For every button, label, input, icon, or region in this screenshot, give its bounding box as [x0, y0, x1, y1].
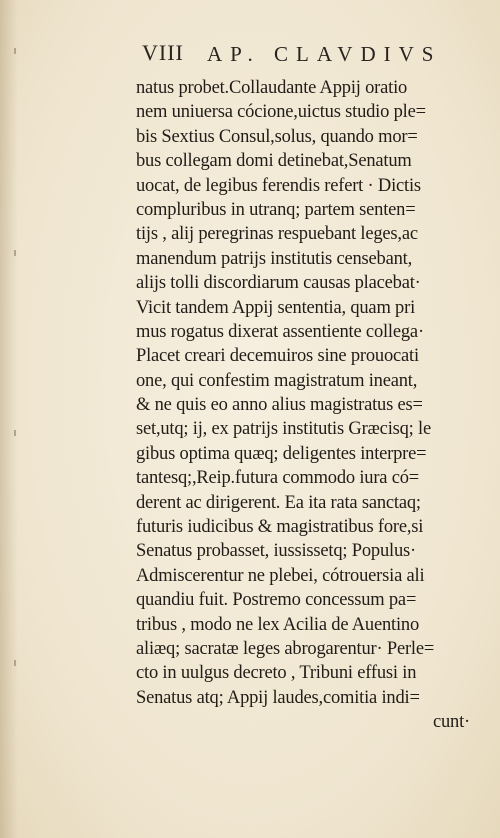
- text-line: derent ac dirigerent. Ea ita rata sanctaq;: [136, 492, 421, 513]
- folio-number: VIII: [142, 40, 184, 65]
- running-head: AP. CLAVDIVS: [207, 42, 442, 66]
- text-line: Placet creari decemuiros sine prouocati: [136, 346, 419, 367]
- text-line: Senatus probasset, iussissetq; Populus·: [136, 541, 416, 562]
- text-line: Senatus atq; Appij laudes,comitia indi=: [136, 687, 420, 708]
- text-line: gibus optima quæq; deligentes interpre=: [136, 443, 427, 464]
- page-gutter-shadow: [0, 0, 18, 838]
- text-line: & ne quis eo anno alius magistratus es=: [136, 395, 423, 416]
- text-line: tribus , modo ne lex Acilia de Auentino: [136, 614, 420, 635]
- text-line: tantesq;,Reip.futura commodo iura có=: [136, 468, 420, 489]
- text-line: manendum patrijs institutis censebant,: [136, 248, 413, 269]
- text-line: compluribus in utranq; partem senten=: [136, 199, 416, 220]
- text-line: futuris iudicibus & magistratibus fore,si: [136, 517, 424, 538]
- text-line: quandiu fuit. Postremo concessum pa=: [136, 590, 417, 611]
- text-line: tijs , alij peregrinas respuebant leges,ac: [136, 224, 418, 245]
- text-line: cto in uulgus decreto , Tribuni effusi in: [136, 663, 417, 684]
- text-line: one, qui confestim magistratum ineant,: [136, 370, 418, 391]
- margin-speck: [14, 250, 16, 256]
- text-line: bis Sextius Consul,solus, quando mor=: [136, 126, 418, 147]
- margin-speck: [14, 48, 16, 54]
- text-line: nem uniuersa cócione,uictus studio ple=: [136, 102, 426, 123]
- text-line: natus probet.Collaudante Appij oratio: [136, 78, 408, 98]
- text-line: aliæq; sacratæ leges abrogarentur· Perle=: [136, 638, 435, 659]
- text-line: Admiscerentur ne plebei, cótrouersia ali: [136, 565, 425, 586]
- text-line: set,utq; ij, ex patrijs institutis Græcisq; le: [136, 419, 432, 440]
- body-text: [136, 76, 484, 735]
- page-header: [112, 40, 462, 72]
- text-line: uocat, de legibus ferendis refert · Dictis: [136, 175, 421, 196]
- text-line: alijs tolli discordiarum causas placebat·: [136, 273, 421, 294]
- catchword: cunt·: [432, 712, 470, 733]
- text-line: bus collegam domi detinebat,Senatum: [136, 151, 412, 172]
- text-line: Vicit tandem Appij sententia, quam pri: [136, 297, 416, 318]
- text-line: mus rogatus dixerat assentiente collega·: [136, 321, 424, 342]
- margin-speck: [14, 430, 16, 436]
- margin-speck: [14, 660, 16, 666]
